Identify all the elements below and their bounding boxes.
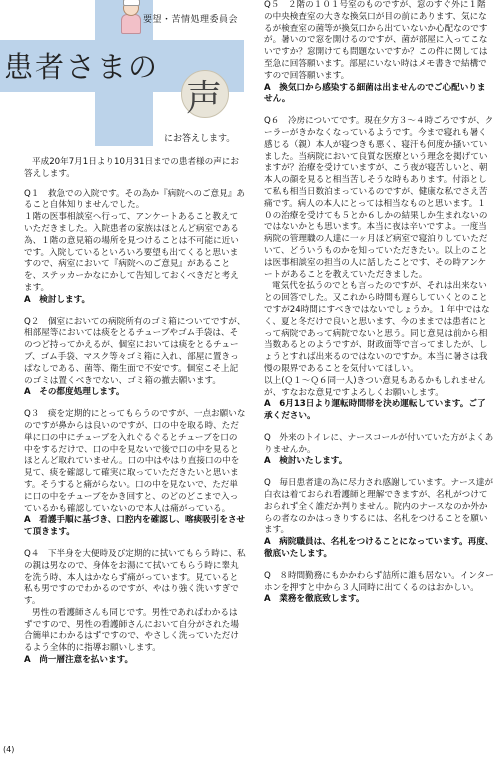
question-text: １階の医事相談室へ行って、アンケートあること教えていただきました。入院患者の家族はほとんど病室である為、１階の意見箱の場所を見つけることは不可能に近いです。入院しているといろいろ要望も出てくると思いますので、病室において『病院へのご意見』があることを、ステッカーかなにかして告知しておくべきだと考えます。 <box>24 212 239 293</box>
intro-text: 平成20年7月1日より10月31日までの患者様の声にお答えします。 <box>24 157 240 179</box>
answer-text: A 病院職員は、名札をつけることになっています。再度、徹底いたします。 <box>264 537 494 560</box>
answer-note: にお答えします。 <box>164 134 236 144</box>
left-column <box>24 157 246 677</box>
right-column <box>264 0 494 616</box>
question-text: Q５ ２階の１０１号室のものですが、窓のすぐ外に１階の中央検査室の大きな換気口が目の前にあります、気になるが検査室の菌等が換気口から出ていないか心配なのですが。暑いので窓を開けるのですが、菌が部屋に入ってこないですか？窓開けても問題ないですか？この件に関しては至急に回答願います。部屋にいない時はメモ書きで結構ですので回答願います。 <box>264 0 488 81</box>
page-number: (4) <box>3 745 15 754</box>
question-text: Q２ 個室においての病院所有のゴミ箱についてですが、相部屋等においては痰をとるチューブやゴム手袋は、そのつど持ってかえるが、個室においては痰をとるチューブ、ゴム手袋、マスク等々ゴミ箱に入れ、部屋に置きっぱなしである、菌等、衛生面で不安です。個室こそ上記のゴミは置くべきでない、ゴミ箱の撤去願います。 <box>24 316 246 386</box>
answer-text: A 看護手順に基づき、口腔内を確認し、喀痰吸引をさせて頂きます。 <box>24 515 246 538</box>
page-title: 患者さまの <box>4 50 160 84</box>
header <box>0 0 250 148</box>
question-text: 電気代を払うのでとも言ったのですが、それは出来ないとの回答でした。又これから時間も遅らしていくとのことですが24時間にすべきではないでしょうか。１年中ではなく、夏と冬だけで良いと思います、今のままでは患者にとって病院であって病院でないと思う。同じ意見は前から相当数あるとのようですが、財政面等で言ってましたが、しょうとすれば出来るのではないのですか。本当に暑さは我慢の限界であることを気付いてほしい。 <box>264 281 490 374</box>
question-text: Q６ 冷房についてです。現在夕方３～４時ごろですが、クーラーがきかなくなっているようです。今まで寝れも暑く感じる（親）本人が寝つきも悪く、寝汗も何度か搔いていました。当病院において良質な医療という理念を掲げていますが？治療を受けていますが、こう夜が寝苦しいと、朝本人の顔を見ると相当苦しそうな時もあります。付添として私も相当日数泊まっているのですが、健康な私でさえ苦痛です。病人の本人にとっては相当なものと思います。１０の治療を受けても５とか６しかの結果しか生まれないのではないかとも思います。本当に夜は辛いですよ。一度当病院の管理職の人達に一ヶ月ほど病室で寝泊りしていただいて、どういうものかを知っていただきたい。以上のことは医事相談室の担当の人に話したことです、その時アンケートがあることを教えていただきました。 <box>264 116 494 280</box>
answer-text: A 換気口から感染する細菌は出ませんのでご心配いりません。 <box>264 82 486 105</box>
question-text: 以上(Ｑ１～Ｑ６同一人)きつい意見もあるかもしれませんが、すなおな意見ですよろしくお願いします。 <box>264 375 486 398</box>
question-text: Q１ 救急での入院です。その為か『病院へのご意見』あること自体知りませんでした。 <box>24 188 245 211</box>
answer-text: A 検討します。 <box>24 294 91 305</box>
question-text: Q 外来のトイレに、ナースコールが付いていた方がよくありませんか。 <box>264 432 494 455</box>
qa-item-7 <box>264 433 494 468</box>
answer-text: A 6月13日より運転時間帯を決め運転しています。ご了承ください。 <box>264 399 486 422</box>
answer-text: A その都度処理します。 <box>24 387 125 398</box>
answer-text: A 検討いたします。 <box>264 456 348 467</box>
answer-text: A 尚一層注意を払います。 <box>24 655 134 666</box>
question-text: Q ８時間勤務にもかかわらず詰所に誰も居ない。インターホンを押すと中から３人同時に出てくるのはおかしい。 <box>264 570 494 593</box>
qa-item-2 <box>24 317 246 400</box>
question-text: Q 毎日患者達の為に尽力され感謝しています。ナース達が白衣は着ておられ看護師と理解できますが、名札がつけておられず全く誰だか判りません。院内のナースなのか外からの者なのかはっきりするには、名札をつけることを願います。 <box>264 478 494 536</box>
nurse-illustration <box>118 0 142 34</box>
title-voice-character: 声 <box>186 78 223 119</box>
qa-item-5 <box>264 0 494 106</box>
committee-name: 要望・苦情処理委員会 <box>143 15 239 25</box>
qa-item-6 <box>264 116 494 423</box>
qa-item-4 <box>24 549 246 667</box>
qa-item-3 <box>24 409 246 539</box>
qa-item-1 <box>24 189 246 307</box>
answer-text: A 業務を徹底致します。 <box>264 594 365 605</box>
qa-item-9 <box>264 571 494 606</box>
question-text: 男性の看護師さんも同じです。男性であればわかるはずですので、男性の看護師さんにおいて自分がされた場合簡単にわかるはずですので、やさしく洗っていただけるよう全体的に指導お願いします。 <box>24 607 239 654</box>
nurse-cap <box>123 0 140 6</box>
nurse-body <box>121 14 141 34</box>
question-text: Q３ 痰を定期的にとってもらうのですが、一点お願いなのですが鼻からは良いのですが、口の中を取る時、ただ単に口の中にチューブを入れぐるぐるとチューブを口の中をするだけで、口の中を見ないで後で口の中を見るとほとんど取れていません。口の中はやはり直接口の中を見て、痰を確認して確実に取っていただきたいと思います。そうすると痛がらない。口の中を見ないで、ただ単に口の中をチューブをかき回すと、のどのどこまで入っているかも確認していないので本人は痛がっている。 <box>24 409 246 514</box>
qa-item-8 <box>264 478 494 561</box>
question-text: Q４ 下半身を大便時及び定期的に拭いてもらう時に、私の親は男なので、身体をお湯にて拭いてもらう時に睾丸を洗う時、本人はかならず痛がっています。見ていると私も男ですのでわかるのですが、やはり強く洗いすぎです。 <box>24 548 246 607</box>
